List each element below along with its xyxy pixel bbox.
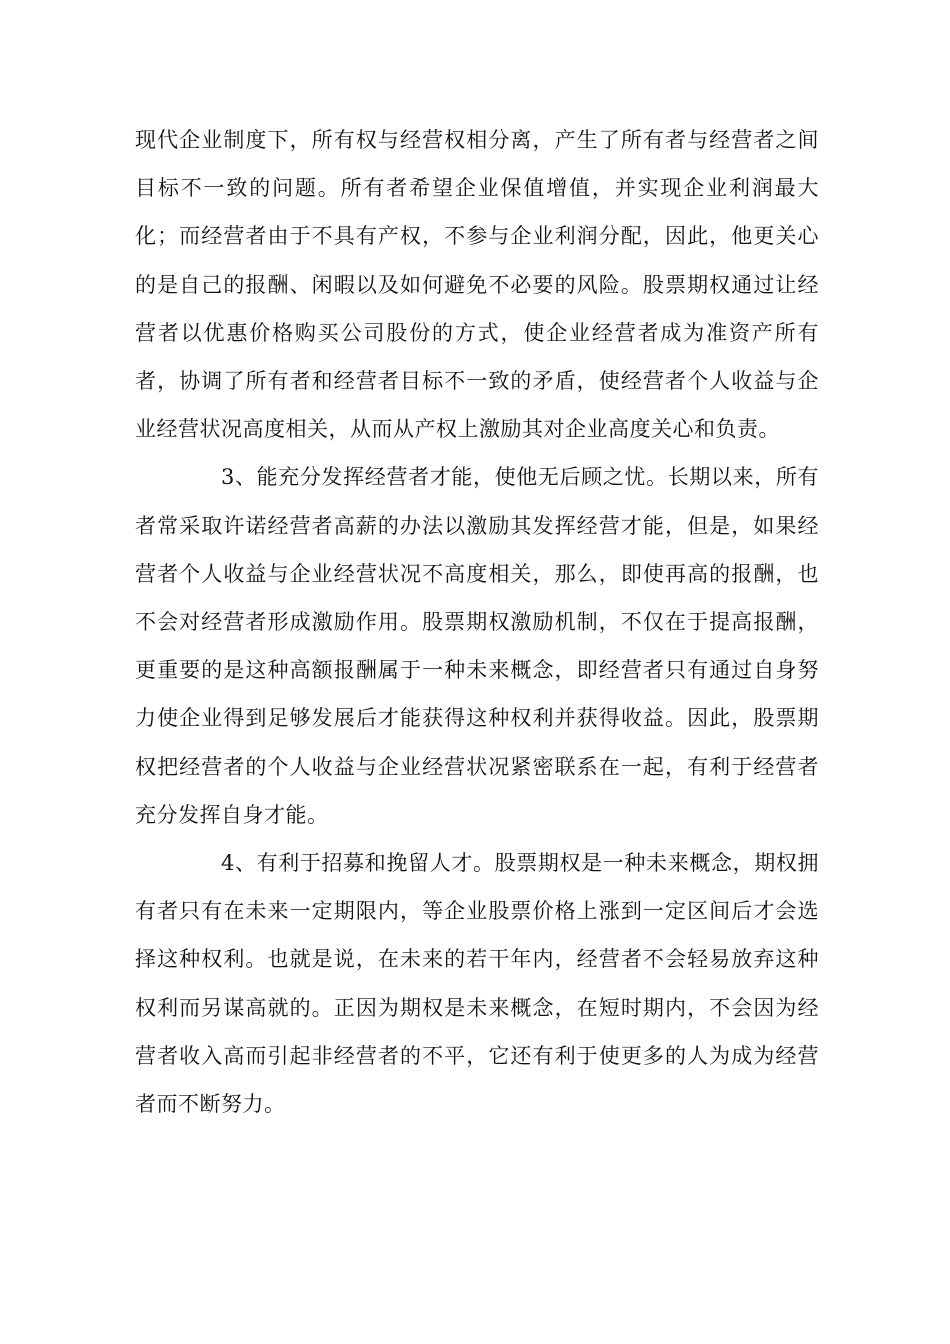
paragraph-point-4: 4、有利于招募和挽留人才。股票期权是一种未来概念，期权拥有者只有在未来一定期限内，等企业股票价格上涨到一定区间后才会选择这种权利。也就是说，在未来的若干年内，经营者不会轻易放弃这种权利而另谋高就的。正因为期权是未来概念，在短时期内，不会因为经营者收入高而引起非经营者的不平，它还有利于使更多的人为成为经营者而不断努力。 [135,851,819,1117]
paragraph-point-3: 3、能充分发挥经营者才能，使他无后顾之忧。长期以来，所有者常采取许诺经营者高薪的办法以激励其发挥经营才能，但是，如果经营者个人收益与企业经营状况不高度相关，那么，即使再高的报酬，也不会对经营者形成激励作用。股票期权激励机制，不仅在于提高报酬，更重要的是这种高额报酬属于一种未来概念，即经营者只有通过自身努力使企业得到足够发展后才能获得这种权利并获得收益。因此，股票期权把经营者的个人收益与企业经营状况紧密联系在一起，有利于经营者充分发挥自身才能。 [135,465,819,827]
paragraph-ownership: 现代企业制度下，所有权与经营权相分离，产生了所有者与经营者之间目标不一致的问题。所有者希望企业保值增值，并实现企业利润最大化；而经营者由于不具有产权，不参与企业利润分配，因此，他更关心的是自己的报酬、闲暇以及如何避免不必要的风险。股票期权通过让经营者以优惠价格购买公司股份的方式，使企业经营者成为准资产所有者，协调了所有者和经营者目标不一致的矛盾，使经营者个人收益与企业经营状况高度相关，从而从产权上激励其对企业高度关心和负责。 [135,128,819,442]
document-body [135,116,819,1128]
